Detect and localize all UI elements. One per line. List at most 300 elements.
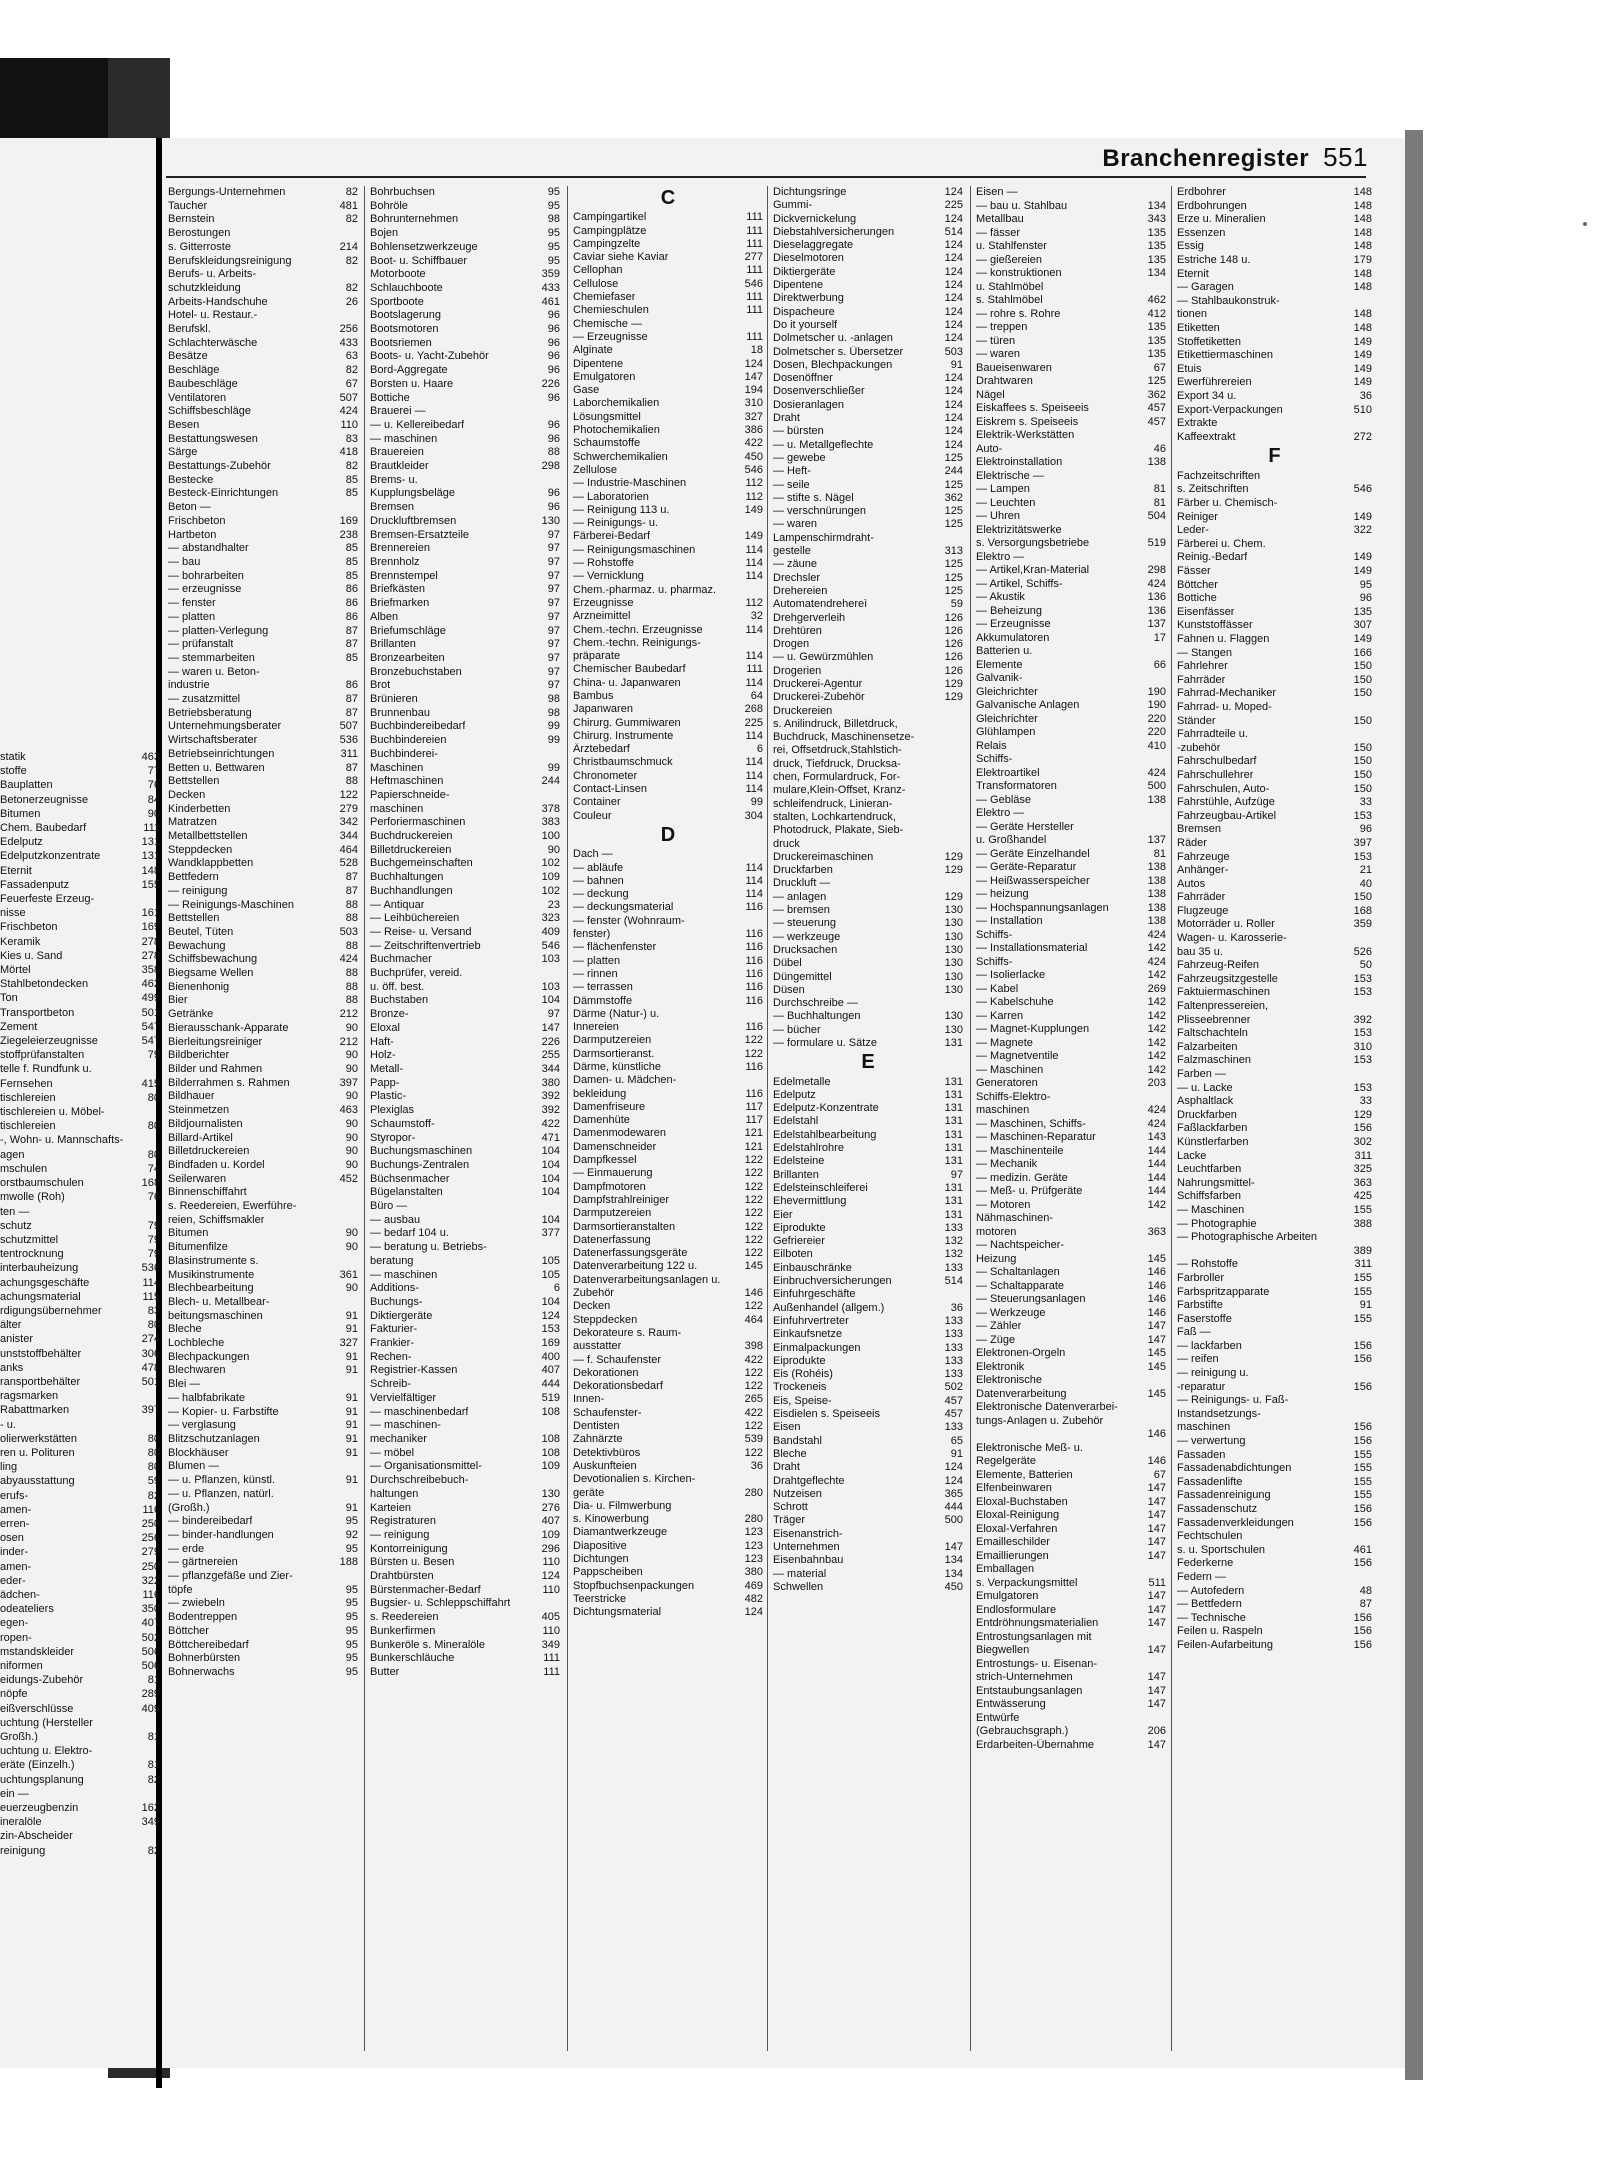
index-entry (370, 1008, 560, 1022)
index-entry (0, 1190, 160, 1204)
entry-page: 95 (345, 1611, 358, 1624)
entry-term: Bremsen-Ersatzteile (370, 528, 470, 541)
entry-term: — u. Pflanzen, künstl. (168, 1474, 275, 1487)
index-entry (168, 1419, 358, 1433)
entry-page: 59 (147, 1475, 160, 1488)
index-entry (773, 1129, 963, 1142)
index-entry (573, 1221, 763, 1234)
index-entry (168, 323, 358, 337)
entry-page: 88 (345, 980, 358, 993)
entry-page: 153 (1353, 809, 1372, 822)
index-entry (773, 252, 963, 265)
entry-term: Emailleschilder (976, 1536, 1050, 1548)
index-entry (1177, 687, 1372, 701)
entry-page: 539 (744, 1433, 763, 1446)
entry-term: Edelputz (773, 1088, 816, 1101)
index-entry (773, 612, 963, 625)
index-entry (976, 1253, 1166, 1267)
index-entry (0, 1744, 160, 1758)
index-entry (976, 983, 1166, 997)
index-entry (773, 665, 963, 678)
index-entry (573, 570, 763, 583)
entry-term: — Akustik (976, 591, 1025, 603)
entry-term: — Geräte-Reparatur (976, 861, 1077, 873)
index-entry (773, 1209, 963, 1222)
entry-page (1160, 672, 1166, 686)
entry-term: Fassadenputz (0, 878, 70, 891)
entry-page: 306 (141, 1347, 160, 1360)
entry-term: älter (0, 1319, 22, 1332)
index-entry (573, 1380, 763, 1393)
entry-term: — rohre s. Rohre (976, 307, 1061, 320)
index-entry (168, 1337, 358, 1351)
entry-page: 327 (339, 1337, 358, 1350)
index-entry (168, 200, 358, 214)
entry-term: achungsgeschäfte (0, 1276, 90, 1289)
entry-term: Bodentreppen (168, 1611, 238, 1624)
entry-page: 144 (1147, 1171, 1166, 1184)
entry-term: Elemente, Batterien (976, 1468, 1073, 1481)
entry-term: China- u. Japanwaren (573, 676, 681, 689)
entry-term: Edelstahl (773, 1115, 819, 1128)
entry-term: Kinderbetten (168, 802, 231, 815)
index-entry (976, 375, 1166, 389)
index-entry (773, 465, 963, 478)
index-entry (370, 337, 560, 351)
entry-page: 114 (745, 756, 763, 769)
index-entry (1177, 1557, 1372, 1571)
entry-term: Dosen, Blechpackungen (773, 358, 893, 371)
index-entry (168, 625, 358, 639)
index-entry (168, 405, 358, 419)
index-entry (573, 1606, 763, 1619)
index-entry (168, 515, 358, 529)
entry-page: 114 (745, 676, 763, 689)
entry-term: — Reinigungs- u. Faß- (1177, 1394, 1289, 1407)
index-entry (370, 350, 560, 364)
entry-term: Edelsteinschleiferei (773, 1181, 868, 1194)
entry-term: - u. (0, 1418, 16, 1431)
index-entry (0, 878, 160, 892)
entry-term: Fechtschulen (1177, 1530, 1243, 1543)
entry-page: 132 (944, 1235, 963, 1248)
entry-page: 298 (541, 460, 560, 473)
entry-page: 457 (1147, 415, 1166, 428)
index-entry (573, 848, 763, 861)
index-entry (976, 321, 1166, 335)
entry-term: Metall- (370, 1063, 404, 1075)
entry-term: -reparatur (1177, 1380, 1226, 1393)
entry-page: 99 (547, 761, 560, 774)
entry-term: Bürsten u. Besen (370, 1556, 455, 1569)
entry-term: ein — (0, 1787, 29, 1800)
index-entry (0, 1077, 160, 1091)
entry-page (957, 1528, 963, 1541)
entry-term: — u. Gewürzmühlen (773, 651, 874, 664)
index-entry (168, 816, 358, 830)
entry-term: Frankier- (370, 1337, 415, 1350)
entry-term: Bettstellen (168, 912, 220, 925)
index-entry (370, 1556, 560, 1570)
entry-page: 91 (345, 1501, 358, 1514)
entry-term: Innereien (573, 1021, 619, 1034)
entry-page: 102 (541, 857, 560, 870)
entry-page (352, 666, 358, 680)
entry-term: s. Reedereien, Ewerführe- (168, 1200, 297, 1213)
index-entry (168, 638, 358, 652)
entry-page: 126 (944, 611, 963, 624)
entry-term: Estriche 148 u. (1177, 253, 1251, 266)
register-column (1177, 186, 1372, 1653)
entry-page: 87 (345, 693, 358, 706)
entry-page: 461 (541, 295, 560, 308)
entry-term: eißverschlüsse (0, 1702, 74, 1715)
entry-term: druck (773, 837, 800, 850)
entry-term: — Geräte Hersteller (976, 820, 1074, 833)
entry-page: 74 (147, 1162, 160, 1175)
index-entry (976, 1280, 1166, 1294)
entry-term: Kontorreinigung (370, 1542, 448, 1555)
index-entry (773, 199, 963, 212)
index-entry (573, 477, 763, 490)
entry-page: 125 (944, 584, 963, 597)
entry-term: Ärztebedarf (573, 743, 630, 756)
index-entry (573, 1566, 763, 1579)
section-letter: E (861, 1051, 875, 1074)
entry-term: — abläufe (573, 861, 624, 874)
entry-page: 514 (944, 225, 963, 238)
entry-page: 153 (1353, 986, 1372, 999)
entry-term: amen- (0, 1560, 32, 1573)
entry-page: 97 (547, 665, 560, 678)
entry-page: 132 (944, 1248, 963, 1261)
entry-page (554, 967, 560, 981)
entry-term: — f. Schaufenster (573, 1353, 662, 1366)
entry-term: mstandskleider (0, 1645, 74, 1658)
index-entry (0, 1773, 160, 1787)
entry-page: 153 (1353, 1081, 1372, 1094)
entry-page: 130 (944, 930, 963, 943)
index-entry (1177, 186, 1372, 200)
entry-term: Darmputzereien (573, 1207, 652, 1220)
index-entry (0, 1489, 160, 1503)
entry-term: Fachzeitschriften (1177, 469, 1261, 482)
index-entry (773, 306, 963, 319)
entry-page (352, 1214, 358, 1228)
entry-term: Druckereimaschinen (773, 850, 874, 863)
index-entry (1177, 1612, 1372, 1626)
entry-term: Brillanten (370, 638, 416, 651)
entry-term: Elektronik (976, 1360, 1025, 1373)
index-entry (773, 1169, 963, 1182)
entry-page: 138 (1147, 456, 1166, 468)
entry-page: 162 (141, 1802, 160, 1815)
index-entry (976, 281, 1166, 295)
entry-page: 148 (1353, 226, 1372, 239)
index-entry (370, 474, 560, 488)
entry-term: Emballagen (976, 1563, 1035, 1575)
entry-term: — bau (168, 555, 201, 568)
index-entry (168, 1200, 358, 1214)
index-entry (370, 255, 560, 269)
index-entry (1177, 322, 1372, 336)
entry-term: — bedarf 104 u. (370, 1227, 449, 1240)
index-entry (976, 929, 1166, 943)
entry-page: 81 (147, 1731, 160, 1744)
index-entry (1177, 633, 1372, 647)
index-entry (370, 1049, 560, 1063)
entry-term: Dampfkessel (573, 1154, 637, 1167)
index-entry (168, 529, 358, 543)
entry-term: — Leuchten (976, 496, 1036, 509)
entry-page: 424 (1147, 577, 1166, 590)
entry-term: — Maschinen (976, 1063, 1044, 1076)
entry-term: Zellulose (573, 463, 618, 476)
entry-page: 122 (744, 1047, 763, 1060)
entry-term: Datenverarbeitungsanlagen u. (573, 1273, 721, 1286)
entry-page: 103 (541, 980, 560, 993)
index-entry (573, 225, 763, 238)
index-entry (168, 1474, 358, 1488)
index-entry (0, 1815, 160, 1829)
entry-page: 214 (339, 240, 358, 253)
entry-page: 63 (345, 350, 358, 363)
index-entry (976, 1590, 1166, 1604)
index-entry (773, 1568, 963, 1581)
entry-term: — ausbau (370, 1213, 421, 1226)
entry-page (957, 811, 963, 824)
entry-page: 147 (1147, 1522, 1166, 1535)
entry-term: Bilder und Rahmen (168, 1063, 263, 1075)
index-entry (0, 1347, 160, 1361)
entry-page: 155 (1353, 1489, 1372, 1502)
entry-term: Fassadenabdichtungen (1177, 1462, 1292, 1475)
entry-page: 307 (1353, 619, 1372, 632)
index-entry (773, 705, 963, 718)
index-entry (0, 920, 160, 934)
entry-page: 130 (944, 943, 963, 956)
entry-page: 80 (147, 1461, 160, 1474)
index-entry (773, 1024, 963, 1037)
entry-term: Keramik (0, 935, 41, 948)
entry-term: Dosieranlagen (773, 398, 844, 411)
entry-term: Regelgeräte (976, 1455, 1036, 1467)
entry-term: Chemieschulen (573, 304, 649, 317)
entry-term: Bleche (773, 1447, 807, 1460)
entry-page: 358 (141, 964, 160, 977)
entry-page: 250 (141, 1517, 160, 1530)
entry-page: 87 (345, 624, 358, 637)
entry-term: Chirurg. Instrumente (573, 729, 674, 742)
entry-page: 46 (1153, 442, 1166, 455)
entry-term: Edelputz (0, 836, 43, 849)
index-entry (573, 941, 763, 954)
index-entry (0, 1517, 160, 1531)
index-entry (168, 789, 358, 803)
entry-term: schleifendruck, Linieran- (773, 797, 893, 810)
entry-term: Fassadenverkleidungen (1177, 1516, 1294, 1529)
index-entry (773, 399, 963, 412)
index-entry (1177, 431, 1372, 445)
index-entry (1177, 1585, 1372, 1599)
index-entry (573, 397, 763, 410)
index-entry (1177, 1421, 1372, 1435)
entry-term: Gleichrichter (976, 712, 1038, 725)
entry-term: Nahrungsmittel- (1177, 1176, 1255, 1189)
entry-term: Faktuiermaschinen (1177, 986, 1270, 999)
entry-page: 83 (147, 1304, 160, 1317)
entry-page (957, 705, 963, 718)
index-entry (370, 1584, 560, 1598)
index-entry (1177, 796, 1372, 810)
index-entry (0, 1659, 160, 1673)
index-entry (0, 1730, 160, 1744)
entry-page (1160, 645, 1166, 659)
entry-page: 95 (1359, 578, 1372, 591)
index-entry (773, 1288, 963, 1301)
entry-page: 116 (745, 941, 763, 954)
entry-term: Brennereien (370, 542, 430, 555)
entry-term: Photochemikalien (573, 424, 660, 437)
entry-term: — verschnürungen (773, 505, 866, 518)
entry-page: 147 (1147, 1698, 1166, 1710)
entry-page: 313 (944, 545, 963, 558)
entry-page: 424 (1147, 1104, 1166, 1116)
index-entry (573, 1234, 763, 1247)
entry-term: Direktwerbung (773, 292, 844, 305)
entry-page: 134 (1147, 267, 1166, 279)
entry-term: Biegwellen (976, 1644, 1030, 1656)
index-entry (976, 713, 1166, 727)
index-entry (976, 1172, 1166, 1186)
index-entry (1177, 864, 1372, 878)
entry-page: 388 (1353, 1217, 1372, 1230)
entry-page: 124 (944, 212, 963, 225)
entry-term: strich-Unternehmen (976, 1671, 1073, 1683)
entry-page: 124 (541, 1570, 560, 1583)
entry-term: Dichtungsmaterial (573, 1606, 662, 1619)
entry-term: Additions- (370, 1282, 419, 1295)
index-entry (168, 1282, 358, 1296)
entry-page: 104 (541, 1213, 560, 1226)
entry-page: 380 (744, 1566, 763, 1579)
index-entry (1177, 1367, 1372, 1381)
entry-term: Drahtgeflechte (773, 1474, 845, 1487)
entry-page: 166 (1353, 646, 1372, 659)
entry-page: 95 (547, 240, 560, 253)
index-entry (1177, 1544, 1372, 1558)
entry-term: Trockeneis (773, 1381, 827, 1394)
index-entry (168, 227, 358, 241)
entry-term: Chem.-techn. Reinigungs- (573, 636, 701, 649)
entry-page: 133 (944, 1368, 963, 1381)
index-entry (0, 1602, 160, 1616)
entry-page: 145 (1147, 1347, 1166, 1359)
entry-page: 422 (744, 1353, 763, 1366)
section-letter: F (1268, 445, 1281, 468)
entry-page (957, 824, 963, 837)
entry-page: 121 (744, 1127, 763, 1140)
entry-page: 114 (745, 729, 763, 742)
entry-page: 137 (1147, 834, 1166, 846)
entry-page: 87 (345, 884, 358, 897)
index-entry (168, 1173, 358, 1187)
entry-page: 130 (541, 1487, 560, 1500)
index-entry (573, 1407, 763, 1420)
index-entry (370, 1269, 560, 1283)
index-entry (1177, 946, 1372, 960)
entry-page: 96 (547, 323, 560, 336)
index-entry (573, 981, 763, 994)
index-entry (773, 266, 963, 279)
entry-page: 452 (339, 1172, 358, 1185)
entry-page: 405 (541, 1611, 560, 1624)
entry-page: 342 (339, 816, 358, 829)
section-letter: C (660, 187, 676, 209)
entry-term: Brems- u. (370, 473, 418, 486)
index-entry (370, 1625, 560, 1639)
entry-term: — Artikel, Schiffs- (976, 577, 1063, 590)
entry-page: 116 (142, 1588, 160, 1601)
entry-term: Bunkerschläuche (370, 1652, 455, 1665)
entry-page: 99 (547, 734, 560, 747)
index-entry (773, 1275, 963, 1288)
index-entry (0, 949, 160, 963)
entry-page: 149 (1353, 551, 1372, 564)
entry-page: 397 (1353, 836, 1372, 849)
entry-page: 502 (944, 1381, 963, 1394)
entry-page: 499 (141, 992, 160, 1005)
entry-page: 547 (141, 1020, 160, 1033)
index-entry (168, 940, 358, 954)
entry-term: — reinigung u. (1177, 1367, 1249, 1380)
entry-term: unststoffbehälter (0, 1347, 82, 1360)
entry-term: — steuerung (773, 917, 836, 930)
entry-page: 169 (541, 1337, 560, 1350)
entry-page: 168 (141, 1177, 160, 1190)
entry-term: Därme (Natur-) u. (573, 1007, 660, 1020)
entry-term: — Technische (1177, 1611, 1246, 1624)
entry-page: 116 (745, 928, 763, 941)
entry-term: Caviar siehe Kaviar (573, 251, 669, 264)
entry-term: Edelmetalle (773, 1075, 831, 1088)
entry-term: achungsmaterial (0, 1290, 81, 1303)
index-entry (573, 1487, 763, 1500)
index-entry (773, 651, 963, 664)
entry-term: Bremsen (1177, 823, 1222, 836)
index-entry (573, 304, 763, 317)
entry-term: Damenfriseure (573, 1100, 646, 1113)
index-entry (976, 618, 1166, 632)
entry-term: Rabattmarken (0, 1404, 70, 1417)
index-entry (1177, 470, 1372, 484)
entry-page: 147 (944, 1540, 963, 1553)
entry-term: Bienenhonig (168, 980, 230, 993)
index-entry (370, 1639, 560, 1653)
entry-term: Bestattungswesen (168, 432, 258, 445)
index-entry (0, 1446, 160, 1460)
entry-term: — erde (168, 1542, 205, 1555)
index-entry (1177, 619, 1372, 633)
index-entry (168, 1255, 358, 1269)
index-entry (976, 1104, 1166, 1118)
entry-page: 122 (744, 1154, 763, 1167)
entry-term: Boot- u. Schiffbauer (370, 254, 468, 267)
entry-page: 147 (1147, 1482, 1166, 1494)
index-entry (773, 904, 963, 917)
index-entry (573, 1593, 763, 1606)
entry-page: 147 (744, 370, 763, 383)
